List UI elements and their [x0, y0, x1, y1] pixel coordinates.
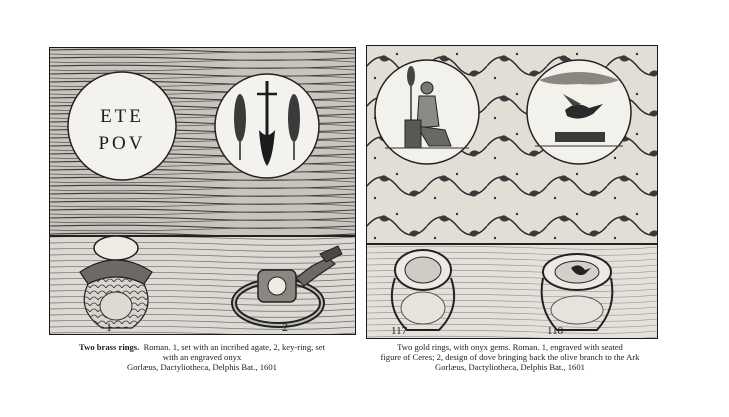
- left-plate-illustration: [49, 47, 356, 335]
- left-caption-line2: with an engraved onyx: [162, 352, 242, 363]
- ring-number-2: 2: [282, 320, 288, 334]
- gem-inscription-line1: ETE: [100, 106, 144, 127]
- left-caption-line1: [46, 342, 358, 352]
- engraved-onyx-gem: [215, 74, 319, 178]
- left-caption-line1-rest: Roman. 1, set with an incribed agate, 2, key-ring, set: [143, 342, 325, 352]
- ring-number-1: 1: [106, 320, 112, 334]
- left-caption-source: Gorlæus, Dactyliotheca, Delphis Bat., 1601: [127, 362, 277, 373]
- ceres-onyx-gem: [375, 60, 479, 164]
- right-caption-line1: Two gold rings, with onyx gems. Roman. 1, engraved with seated: [397, 342, 623, 352]
- right-plate-illustration: [366, 45, 658, 339]
- gem-inscription-line2: POV: [98, 133, 146, 154]
- right-plate-engraving: [367, 46, 657, 338]
- dove-onyx-gem: [527, 60, 631, 164]
- left-plate-engraving: [50, 48, 355, 334]
- right-caption: [354, 342, 666, 373]
- ring-number-118: 118: [547, 325, 564, 337]
- left-caption: [46, 342, 358, 373]
- right-caption-source: Gorlæus, Dactyliotheca, Delphis Bat., 1601: [435, 362, 585, 373]
- inscribed-agate-gem: [68, 72, 176, 180]
- right-caption-line2: figure of Ceres; 2, design of dove bringing back the olive branch to the Ark: [380, 352, 640, 363]
- left-caption-lead: Two brass rings.: [79, 342, 140, 352]
- ring-number-117: 117: [391, 325, 408, 337]
